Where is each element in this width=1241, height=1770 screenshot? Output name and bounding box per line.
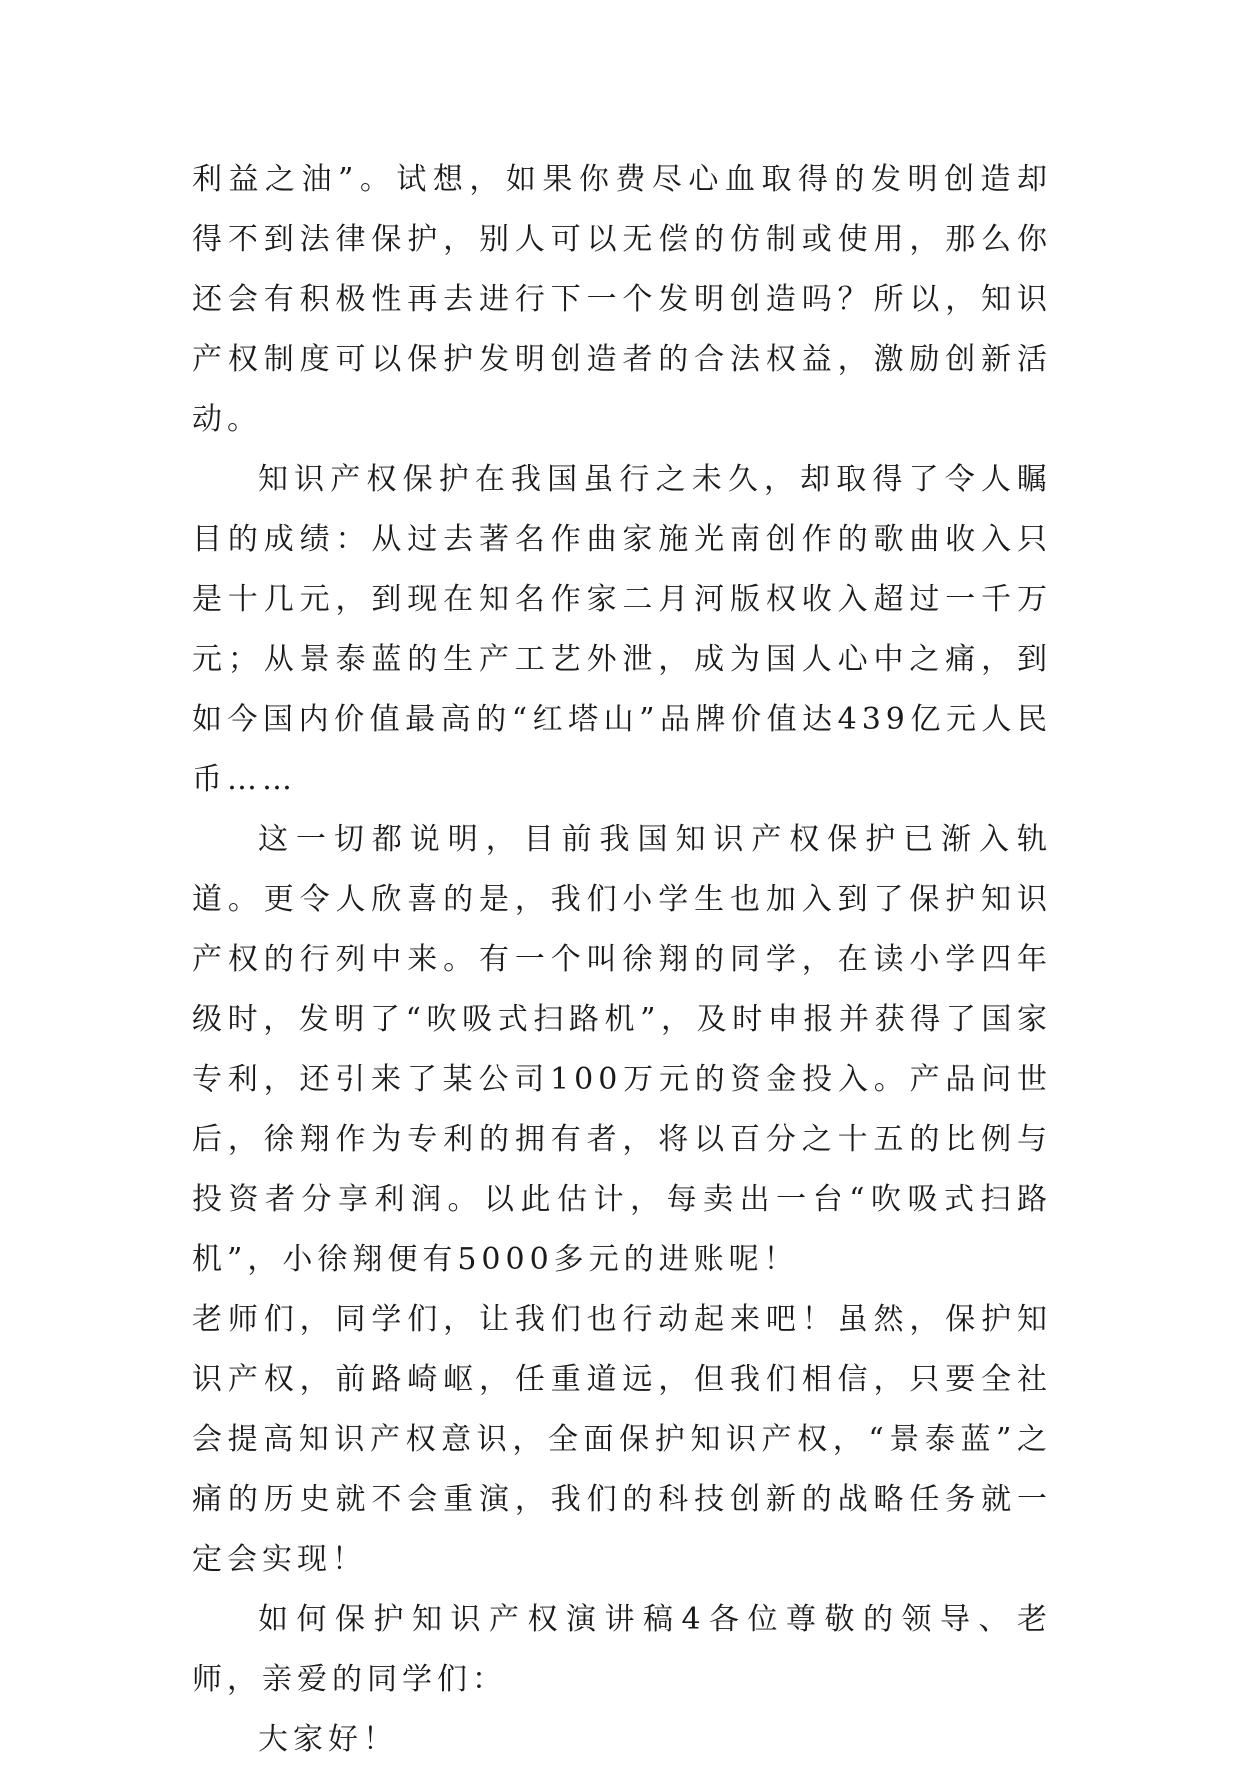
- paragraph-hello: 大家好！: [258, 1722, 398, 1757]
- paragraph-call-to-action: 老师们，同学们，让我们也行动起来吧！虽然，保护知识产权，前路崎岖，任重道远，但我们相信，只要全社会提高知识产权意识，全面保护知识产权，“景泰蓝”之痛的历史就不会重演，我们的科技创新的战略任务就一定会实现！: [192, 1302, 1052, 1577]
- paragraph-speech-4-greeting: 如何保护知识产权演讲稿4各位尊敬的领导、老师，亲爱的同学们：: [192, 1602, 1052, 1697]
- paragraph-continuation: 利益之油”。试想，如果你费尽心血取得的发明创造却得不到法律保护，别人可以无偿的仿制或使用，那么你还会有积极性再去进行下一个发明创造吗？所以，知识产权制度可以保护发明创造者的合法权益，激励创新活动。: [192, 162, 1052, 437]
- document-body: [192, 150, 1052, 1770]
- paragraph-student-example: 这一切都说明，目前我国知识产权保护已渐入轨道。更令人欣喜的是，我们小学生也加入到了保护知识产权的行列中来。有一个叫徐翔的同学，在读小学四年级时，发明了“吹吸式扫路机”，及时申报并获得了国家专利，还引来了某公司100万元的资金投入。产品问世后，徐翔作为专利的拥有者，将以百分之十五的比例与投资者分享利润。以此估计，每卖出一台“吹吸式扫路机”，小徐翔便有5000多元的进账呢！: [192, 822, 1052, 1277]
- paragraph-achievements: 知识产权保护在我国虽行之未久，却取得了令人瞩目的成绩：从过去著名作曲家施光南创作的歌曲收入只是十几元，到现在知名作家二月河版权收入超过一千万元；从景泰蓝的生产工艺外泄，成为国人心中之痛，到如今国内价值最高的“红塔山”品牌价值达439亿元人民币……: [192, 462, 1052, 797]
